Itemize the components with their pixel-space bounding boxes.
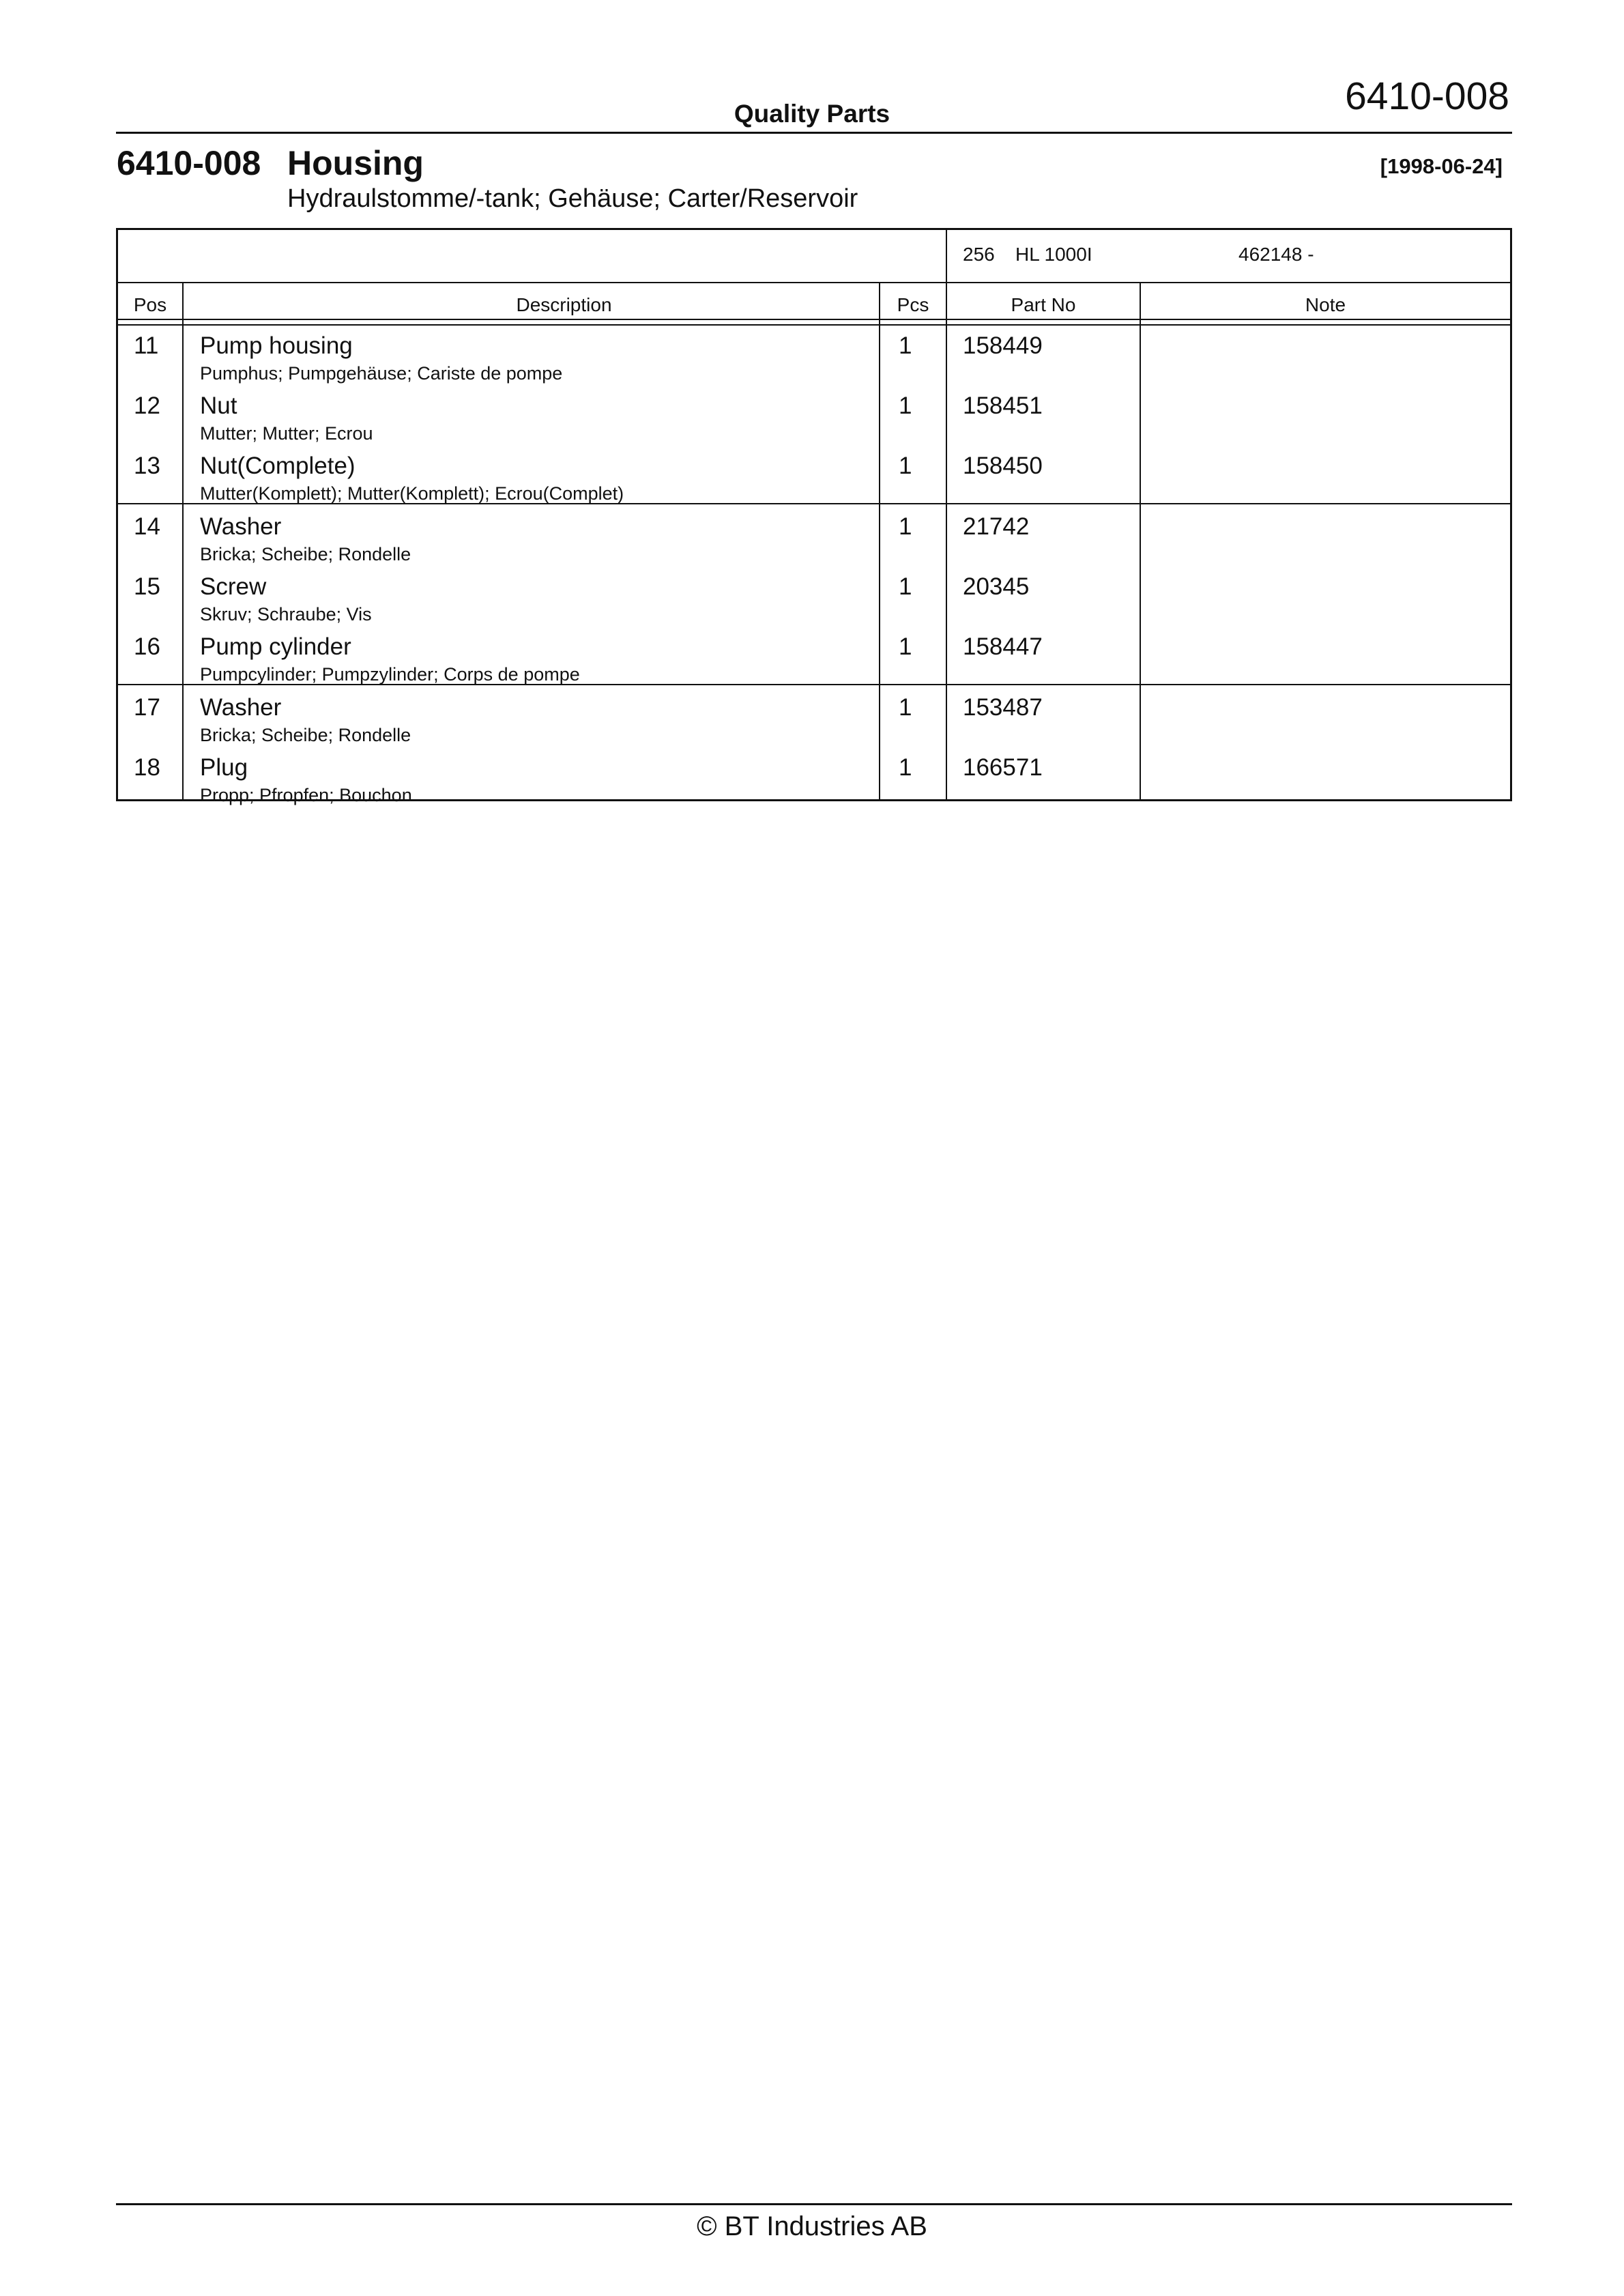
row-pcs: 1 (899, 633, 912, 660)
row-pos: 14 (134, 513, 160, 540)
row-part-no: 158449 (963, 332, 1043, 359)
header-divider (116, 132, 1512, 134)
row-description: Screw (200, 573, 267, 600)
footer-divider (116, 2203, 1512, 2205)
model-cell-divider (946, 230, 947, 282)
row-pcs: 1 (899, 513, 912, 540)
table-row (118, 747, 1510, 807)
row-pos: 13 (134, 453, 160, 479)
col-header-description: Description (516, 294, 612, 315)
row-pcs: 1 (899, 754, 912, 781)
row-description: Washer (200, 513, 282, 540)
brand-label: Quality Parts (734, 100, 890, 128)
table-row (118, 506, 1510, 566)
row-part-no: 21742 (963, 513, 1030, 540)
row-pos: 11 (134, 332, 159, 359)
row-pos: 15 (134, 573, 160, 600)
row-part-no: 20345 (963, 573, 1030, 600)
row-pcs: 1 (899, 332, 912, 359)
row-description: Pump cylinder (200, 633, 351, 660)
model-id: 256 (963, 244, 995, 265)
row-pcs: 1 (899, 392, 912, 419)
row-translation: Pumpcylinder; Pumpzylinder; Corps de pompe (200, 664, 580, 685)
row-pos: 18 (134, 754, 160, 781)
table-row (118, 446, 1510, 506)
table-row (118, 386, 1510, 446)
col-header-part-no: Part No (1011, 294, 1076, 315)
row-translation: Bricka; Scheibe; Rondelle (200, 725, 411, 745)
row-pcs: 1 (899, 573, 912, 600)
table-row (118, 627, 1510, 687)
table-row (118, 566, 1510, 627)
table-row (118, 326, 1510, 386)
model-name: HL 1000I (1015, 244, 1092, 265)
row-translation: Bricka; Scheibe; Rondelle (200, 544, 411, 564)
row-description: Nut (200, 392, 237, 419)
row-pcs: 1 (899, 453, 912, 479)
col-header-pcs: Pcs (897, 294, 929, 315)
row-description: Pump housing (200, 332, 353, 359)
row-translation: Pumphus; Pumpgehäuse; Cariste de pompe (200, 363, 563, 384)
section-title: Housing (287, 144, 424, 182)
row-part-no: 158447 (963, 633, 1043, 660)
row-part-no: 166571 (963, 754, 1043, 781)
section-subtitle: Hydraulstomme/-tank; Gehäuse; Carter/Reservoir (287, 184, 858, 213)
col-header-pos: Pos (133, 294, 167, 315)
model-row-divider (118, 282, 1510, 283)
row-part-no: 153487 (963, 694, 1043, 721)
row-translation: Propp; Pfropfen; Bouchon (200, 785, 412, 805)
section-date: [1998-06-24] (1380, 154, 1503, 178)
footer-copyright: © BT Industries AB (697, 2211, 927, 2241)
document-number: 6410-008 (1345, 74, 1509, 118)
row-description: Washer (200, 694, 282, 721)
row-pos: 12 (134, 392, 160, 419)
row-pcs: 1 (899, 694, 912, 721)
row-translation: Mutter; Mutter; Ecrou (200, 423, 373, 444)
header-rule-1 (118, 319, 1510, 320)
row-description: Plug (200, 754, 248, 781)
row-pos: 17 (134, 694, 160, 721)
parts-table (116, 228, 1512, 805)
row-part-no: 158451 (963, 392, 1043, 419)
row-pos: 16 (134, 633, 160, 660)
table-row (118, 687, 1510, 747)
model-serial: 462148 - (1238, 244, 1314, 265)
row-description: Nut(Complete) (200, 453, 356, 479)
row-part-no: 158450 (963, 453, 1043, 479)
row-translation: Skruv; Schraube; Vis (200, 604, 372, 625)
section-code: 6410-008 (117, 144, 261, 182)
col-header-note: Note (1305, 294, 1346, 315)
row-translation: Mutter(Komplett); Mutter(Komplett); Ecrou(Complet) (200, 483, 624, 504)
